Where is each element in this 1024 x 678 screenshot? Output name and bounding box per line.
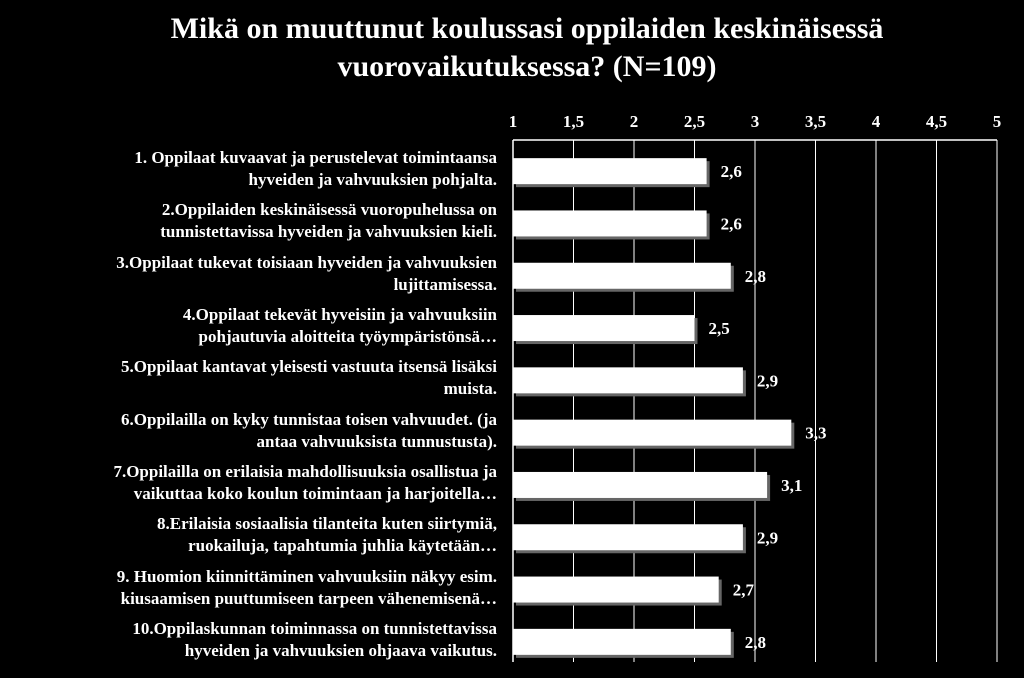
value-label-8: 2,9 [756, 528, 779, 548]
bar-1 [513, 158, 707, 184]
category-label-3-line-1: 3.Oppilaat tukevat toisiaan hyveiden ja vahvuuksien [116, 252, 497, 272]
category-label-9-line-2: kiusaamisen puuttumiseen tarpeen vähenemisenä… [120, 588, 497, 608]
category-label-7-line-1: 7.Oppilailla on erilaisia mahdollisuuksia osallistua ja [113, 461, 497, 481]
category-label-3-line-2: lujittamisessa. [393, 274, 497, 294]
x-tick-label-3: 2,5 [683, 112, 706, 131]
bar-8 [513, 524, 743, 550]
bar-9 [513, 577, 719, 603]
category-label-10 [10, 618, 497, 662]
x-tick-label-7: 4,5 [925, 112, 948, 131]
category-label-1-line-2: hyveiden ja vahvuuksien pohjalta. [248, 170, 497, 190]
value-label-4: 2,5 [708, 319, 730, 339]
category-label-10-line-2: hyveiden ja vahvuuksien ohjaava vaikutus. [184, 640, 497, 660]
category-label-4 [10, 304, 497, 348]
chart-title [0, 10, 1024, 86]
value-label-1: 2,6 [720, 162, 742, 182]
category-label-1-line-1: 1. Oppilaat kuvaavat ja perustelevat toimintaansa [134, 148, 497, 168]
bar-3 [513, 263, 731, 289]
category-label-2-line-2: tunnistettavissa hyveiden ja vahvuuksien kieli. [160, 222, 497, 242]
category-label-9 [10, 566, 497, 610]
category-label-8-line-1: 8.Erilaisia sosiaalisia tilanteita kuten siirtymiä, [156, 514, 497, 534]
category-label-1 [10, 147, 497, 191]
chart-title-line-1: Mikä on muuttunut koulussasi oppilaiden keskinäisessä [170, 12, 884, 45]
bar-5 [513, 367, 743, 393]
category-label-4-line-1: 4.Oppilaat tekevät hyveisiin ja vahvuuksiin [182, 305, 497, 325]
value-label-7: 3,1 [781, 475, 803, 495]
category-label-6-line-2: antaa vahvuuksista tunnustusta). [256, 431, 497, 451]
category-label-2-line-1: 2.Oppilaiden keskinäisessä vuoropuhelussa on [161, 200, 497, 220]
value-label-3: 2,8 [744, 266, 767, 286]
category-label-7 [10, 461, 497, 505]
bar-2 [513, 210, 707, 236]
category-label-4-line-2: pohjautuvia aloitteita työympäristönsä… [198, 327, 497, 347]
value-label-9: 2,7 [732, 580, 754, 600]
bar-10 [513, 629, 731, 655]
category-label-8 [10, 513, 497, 557]
x-tick-label-0: 1 [508, 112, 518, 131]
bar-7 [513, 472, 767, 498]
x-tick-label-1: 1,5 [562, 112, 585, 131]
category-label-5-line-1: 5.Oppilaat kantavat yleisesti vastuuta itsensä lisäksi [121, 357, 497, 377]
category-label-7-line-2: vaikuttaa koko koulun toimintaan ja harjoitella… [133, 483, 497, 503]
x-tick-label-5: 3,5 [804, 112, 827, 131]
category-label-9-line-1: 9. Huomion kiinnittäminen vahvuuksiin näkyy esim. [116, 566, 497, 586]
bar-4 [513, 315, 695, 341]
chart-title-line-2: vuorovaikutuksessa? (N=109) [337, 50, 717, 83]
value-label-5: 2,9 [756, 371, 779, 391]
category-label-8-line-2: ruokailuja, tapahtumia juhlia käytetään… [188, 536, 497, 556]
category-label-2 [10, 199, 497, 243]
value-label-2: 2,6 [720, 214, 742, 234]
x-tick-label-6: 4 [871, 112, 881, 131]
value-label-6: 3,3 [805, 423, 827, 443]
category-label-5-line-2: muista. [443, 379, 497, 399]
category-label-10-line-1: 10.Oppilaskunnan toiminnassa on tunnistettavissa [132, 618, 497, 638]
x-tick-label-2: 2 [629, 112, 639, 131]
value-label-10: 2,8 [744, 632, 767, 652]
category-label-6 [10, 409, 497, 453]
bar-6 [513, 420, 791, 446]
x-tick-label-8: 5 [992, 112, 1002, 131]
category-label-6-line-1: 6.Oppilailla on kyky tunnistaa toisen vahvuudet. (ja [121, 409, 497, 429]
category-label-5 [10, 356, 497, 400]
category-label-3 [10, 252, 497, 296]
x-tick-label-4: 3 [750, 112, 760, 131]
